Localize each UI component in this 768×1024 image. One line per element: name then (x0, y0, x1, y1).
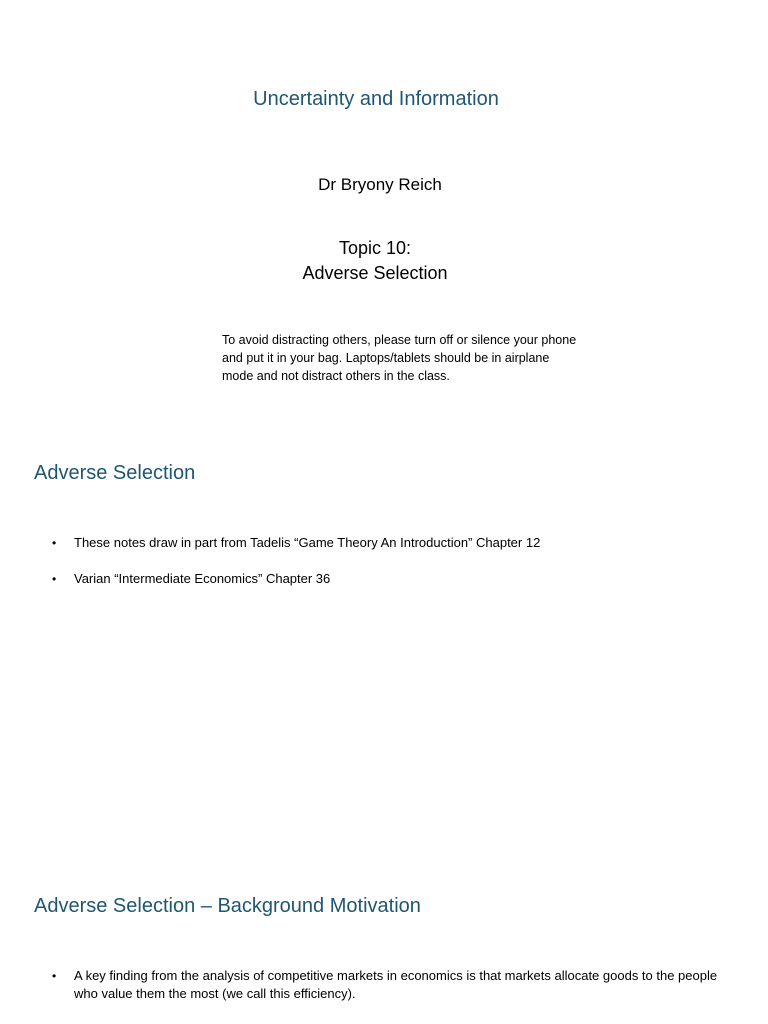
references-list (52, 534, 742, 588)
bullet-icon: • (52, 969, 57, 983)
list-item (52, 967, 742, 1003)
author-name: Dr Bryony Reich (318, 175, 442, 194)
list-item (52, 570, 742, 588)
topic-title (0, 236, 750, 286)
slide-title: Uncertainty and Information (253, 88, 499, 110)
bullet-icon: • (52, 572, 57, 586)
topic-number: Topic 10: (338, 238, 412, 258)
list-item-text: These notes draw in part from Tadelis “Game Theory An Introduction” Chapter 12 (74, 535, 541, 550)
topic-name: Adverse Selection (302, 263, 448, 283)
device-notice: To avoid distracting others, please turn off or silence your phone and put it in your bag. Laptops/tablets should be in airplane mode and not distract others in the class. (222, 333, 577, 383)
list-item (52, 534, 742, 552)
motivation-list (52, 967, 742, 1003)
bullet-icon: • (52, 536, 57, 550)
list-item-text: Varian “Intermediate Economics” Chapter 36 (74, 571, 331, 586)
list-item-text: A key finding from the analysis of competitive markets in economics is that markets allocate goods to the people who value them the most (we call this efficiency). (74, 968, 718, 1001)
section-heading-adverse-selection: Adverse Selection (34, 462, 196, 484)
section-heading-background-motivation: Adverse Selection – Background Motivation (34, 895, 421, 917)
